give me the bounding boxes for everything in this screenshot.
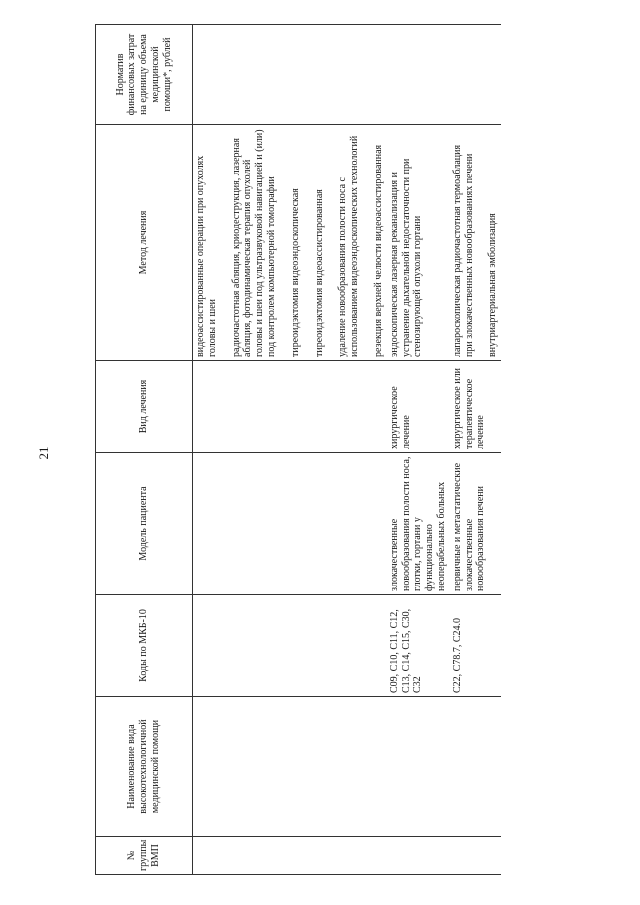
cell-kind [193,361,387,453]
method-item: внутриартериальная эмболизация [487,213,499,357]
cell-kind: хирургическое или терапевтическое лечение [450,361,501,453]
cell-method [387,125,450,361]
cell-group [450,837,501,875]
table-row [450,25,501,875]
col-header-norm: Норматив финансовых затрат на единицу объема медицинской помощи*, рублей [96,25,193,125]
col-header-group: № группы ВМП [96,837,193,875]
col-header-codes: Коды по МКБ-10 [96,595,193,697]
method-item: радиочастотная абляция, криодеструкция, лазерная абляция, фотодинамическая терапия опухолей головы и шеи под ультразвуковой навигацией и (или) под контролем компьютерной томографии [230,129,277,357]
col-header-model: Модель пациента [96,453,193,595]
table-row [193,25,387,875]
cell-norm [387,25,450,125]
cell-kind: хирургическое лечение [387,361,450,453]
col-header-name: Наименование вида высокотехнологичной медицинской помощи [96,697,193,837]
method-item: эндоскопическая лазерная реканализация и устранение дыхательной недостаточности при стенозирующей опухоли гортани [388,158,424,357]
page-number: 21 [36,446,51,460]
cell-norm [450,25,501,125]
method-item: резекция верхней челюсти видеоассистированная [372,144,384,357]
cell-name [450,697,501,837]
cell-codes: C22, C78.7, C24.0 [450,595,501,697]
method-item: видеоассистированные операции при опухолях головы и шеи [195,155,218,357]
vmp-table [95,24,501,875]
method-item: лапароскопическая радиочастотная термоаблация при злокачественных новообразованиях печени [451,144,475,357]
cell-model [193,453,387,595]
cell-name [387,697,450,837]
document-sheet [95,25,635,875]
cell-group [193,837,387,875]
method-item: тиреоидэктомия видеоассистированная [313,189,325,357]
method-item: удаление новообразования полости носа с использованием видеоэндоскопических технологий [337,135,361,357]
col-header-kind: Вид лечения [96,361,193,453]
cell-name [193,697,387,837]
header-row [96,25,193,875]
table-row [387,25,450,875]
cell-model: первичные и метастатические злокачественные новообразования печени [450,453,501,595]
cell-method [450,125,501,361]
cell-model: злокачественные новообразования полости носа, глотки, гортани у функционально неоперабельных больных [387,453,450,595]
cell-method [193,125,387,361]
col-header-method: Метод лечения [96,125,193,361]
cell-codes: C09, C10, C11, C12, C13, C14, C15, C30, C32 [387,595,450,697]
cell-group [387,837,450,875]
method-item: тиреоидэктомия видеоэндоскопическая [289,188,301,357]
cell-codes [193,595,387,697]
cell-norm [193,25,387,125]
